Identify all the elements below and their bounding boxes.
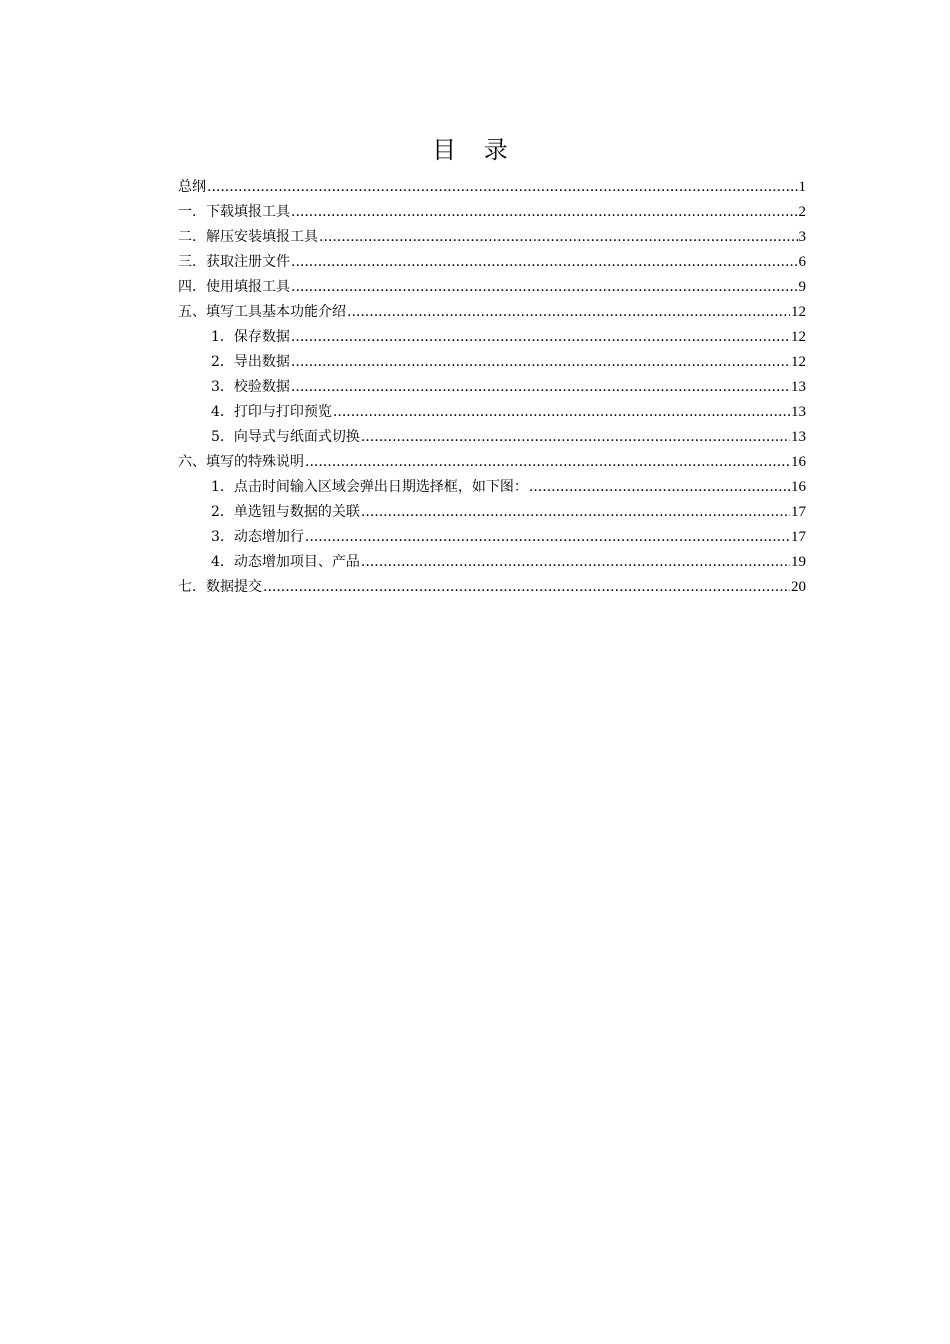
toc-subentry[interactable]	[178, 350, 806, 375]
toc-entry-page: 13	[791, 429, 806, 445]
toc-entry-text: 三．获取注册文件	[178, 254, 290, 270]
toc-leader-dots	[291, 275, 798, 300]
toc-subentry[interactable]	[178, 375, 806, 400]
toc-subentry[interactable]	[178, 475, 806, 500]
toc-entry-page: 19	[791, 554, 806, 570]
toc-entry-text: 七．数据提交	[178, 579, 262, 595]
toc-entry-text: 六、填写的特殊说明	[178, 454, 304, 470]
table-of-contents	[178, 175, 806, 600]
toc-entry-page: 3	[798, 229, 806, 245]
toc-entry[interactable]	[178, 225, 806, 250]
toc-entry-page: 6	[798, 254, 806, 270]
toc-leader-dots	[361, 500, 790, 525]
toc-entry-text: 2．单选钮与数据的关联	[211, 504, 360, 520]
toc-subentry[interactable]	[178, 325, 806, 350]
toc-entry-text: 总纲	[178, 179, 206, 195]
toc-leader-dots	[291, 325, 790, 350]
toc-leader-dots	[347, 300, 790, 325]
toc-entry-page: 1	[798, 179, 806, 195]
toc-entry-text: 3．校验数据	[211, 379, 290, 395]
toc-entry-page: 13	[791, 404, 806, 420]
toc-entry-text: 1．点击时间输入区域会弹出日期选择框，如下图：	[211, 479, 528, 495]
toc-entry[interactable]	[178, 300, 806, 325]
toc-title: 目 录	[432, 136, 518, 164]
toc-subentry[interactable]	[178, 550, 806, 575]
toc-leader-dots	[305, 450, 790, 475]
toc-entry-page: 12	[791, 304, 806, 320]
toc-leader-dots	[207, 175, 798, 200]
toc-leader-dots	[263, 575, 790, 600]
toc-entry-text: 一．下载填报工具	[178, 204, 290, 220]
toc-entry-text: 五、填写工具基本功能介绍	[178, 304, 346, 320]
toc-leader-dots	[305, 525, 790, 550]
toc-leader-dots	[291, 200, 798, 225]
toc-entry-page: 13	[791, 379, 806, 395]
toc-entry[interactable]	[178, 275, 806, 300]
toc-entry-text: 5．向导式与纸面式切换	[211, 429, 360, 445]
toc-entry-text: 1．保存数据	[211, 329, 290, 345]
toc-subentry[interactable]	[178, 525, 806, 550]
toc-leader-dots	[291, 375, 790, 400]
toc-entry-text: 3．动态增加行	[211, 529, 304, 545]
toc-leader-dots	[361, 550, 790, 575]
toc-entry[interactable]	[178, 450, 806, 475]
toc-entry-page: 12	[791, 329, 806, 345]
toc-entry-page: 20	[791, 579, 806, 595]
toc-entry[interactable]	[178, 175, 806, 200]
toc-entry-text: 二．解压安装填报工具	[178, 229, 318, 245]
toc-entry[interactable]	[178, 200, 806, 225]
toc-subentry[interactable]	[178, 425, 806, 450]
toc-entry-text: 4．动态增加项目、产品	[211, 554, 360, 570]
toc-leader-dots	[361, 425, 790, 450]
toc-entry-page: 12	[791, 354, 806, 370]
toc-leader-dots	[529, 475, 790, 500]
toc-entry-page: 9	[798, 279, 806, 295]
toc-leader-dots	[291, 350, 790, 375]
toc-leader-dots	[291, 250, 798, 275]
toc-leader-dots	[333, 400, 790, 425]
toc-entry-page: 16	[791, 479, 806, 495]
toc-entry-page: 2	[798, 204, 806, 220]
toc-subentry[interactable]	[178, 400, 806, 425]
toc-entry-page: 16	[791, 454, 806, 470]
toc-entry-text: 4．打印与打印预览	[211, 404, 332, 420]
toc-entry-page: 17	[791, 504, 806, 520]
toc-entry-text: 四．使用填报工具	[178, 279, 290, 295]
toc-entry-page: 17	[791, 529, 806, 545]
toc-leader-dots	[319, 225, 798, 250]
toc-entry[interactable]	[178, 575, 806, 600]
toc-entry[interactable]	[178, 250, 806, 275]
toc-entry-text: 2．导出数据	[211, 354, 290, 370]
toc-subentry[interactable]	[178, 500, 806, 525]
